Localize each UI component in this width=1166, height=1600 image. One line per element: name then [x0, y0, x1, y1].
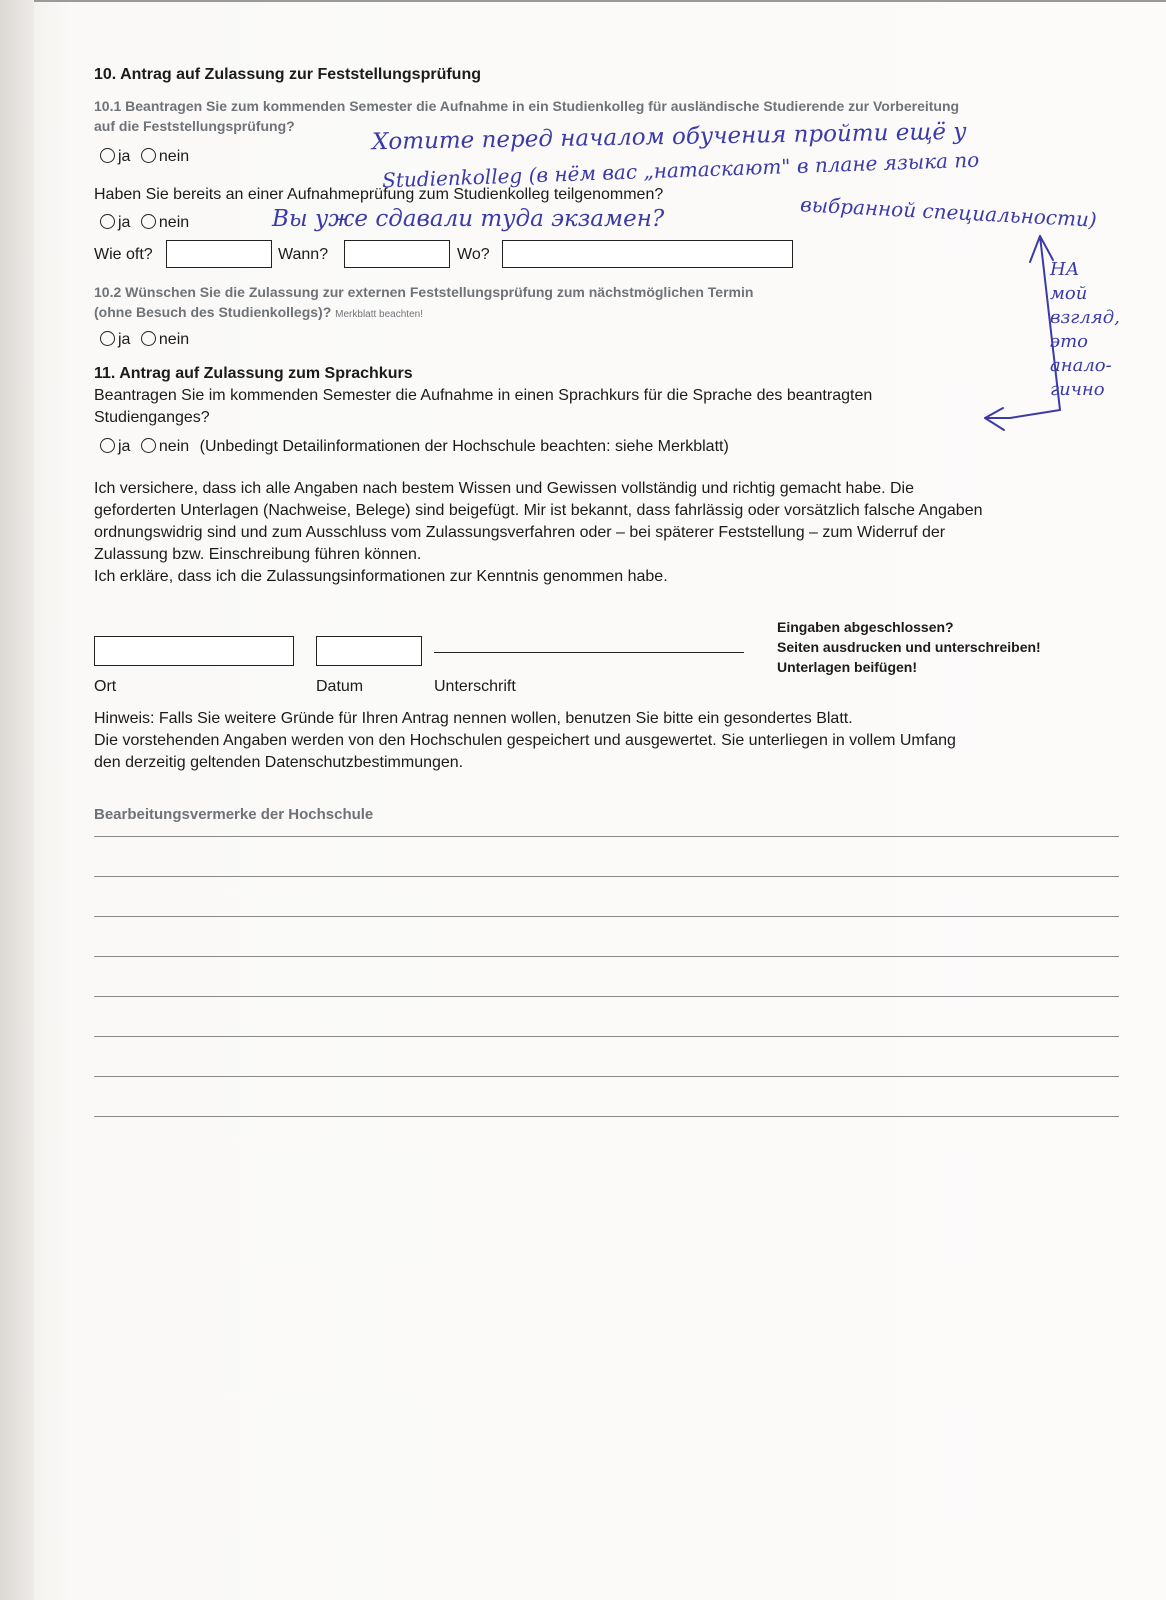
hinweis-line2: Die vorstehenden Angaben werden von den Hochschulen gespeichert und ausgewertet. Sie unterliegen in vollem Umfang	[94, 732, 956, 749]
q-entrance-exam-text: Haben Sie bereits an einer Aufnahmeprüfung zum Studienkolleg teilgenommen?	[94, 186, 664, 203]
datum-label: Datum	[316, 678, 364, 695]
hinweis-line1: Hinweis: Falls Sie weitere Gründe für Ihren Antrag nennen wollen, benutzen Sie bitte ein gesondertes Blatt.	[94, 710, 853, 727]
wo-label: Wo?	[457, 246, 490, 263]
merkblatt-note: Merkblatt beachten!	[335, 309, 423, 320]
q10-1-text-line2: auf die Feststellungsprüfung?	[94, 118, 295, 134]
handwritten-note-line2: Studienkolleg (в нём вас „натаскают" в плане языка по	[381, 147, 980, 193]
section-10-title: 10. Antrag auf Zulassung zur Feststellungsprüfung	[94, 66, 481, 83]
declaration-line2: geforderten Unterlagen (Nachweise, Belege) sind beigefügt. Mir ist bekannt, dass fahrlässig oder vorsätzlich falsche Angaben	[94, 502, 983, 519]
ort-label: Ort	[94, 678, 117, 695]
unterschrift-label: Unterschrift	[434, 678, 516, 695]
wie-oft-label: Wie oft?	[94, 246, 153, 263]
q10-2-text-line2: (ohne Besuch des Studienkollegs)? Merkblatt beachten!	[94, 304, 423, 320]
declaration-line1: Ich versichere, dass ich alle Angaben nach bestem Wissen und Gewissen vollständig und richtig gemacht habe. Die	[94, 480, 915, 497]
section-11-question-line1: Beantragen Sie im kommenden Semester die Aufnahme in einen Sprachkurs für die Sprache des beantragten	[94, 387, 873, 404]
q10-2-text-line1: 10.2 Wünschen Sie die Zulassung zur externen Feststellungsprüfung zum nächstmöglichen Termin	[94, 284, 754, 300]
handwritten-note-line3: выбранной специальности)	[799, 192, 1098, 232]
q10-2-option-nein[interactable]: nein	[141, 331, 189, 348]
q-exam-option-nein[interactable]: nein	[141, 214, 189, 231]
q10-1-text-line1: 10.1 Beantragen Sie zum kommenden Semester die Aufnahme in ein Studienkolleg für ausländische Studierende zur Vorbereitung	[94, 98, 960, 114]
section-11-title: 11. Antrag auf Zulassung zum Sprachkurs	[94, 365, 413, 382]
q10-1-option-ja[interactable]: ja	[100, 148, 130, 165]
submission-reminder: Eingaben abgeschlossen? Seiten ausdrucken und unterschreiben! Unterlagen beifügen!	[777, 619, 1041, 675]
wann-label: Wann?	[278, 246, 329, 263]
office-notes-title: Bearbeitungsvermerke der Hochschule	[94, 806, 374, 823]
s11-option-ja[interactable]: ja	[100, 438, 130, 455]
declaration-line4: Zulassung bzw. Einschreibung führen können.	[94, 546, 422, 563]
section-11-question-line2: Studienganges?	[94, 409, 210, 426]
s11-nein-note: (Unbedingt Detailinformationen der Hochschule beachten: siehe Merkblatt)	[199, 438, 729, 455]
handwritten-side-note: НА мой взгляд, это анало- гично	[1050, 259, 1120, 400]
declaration-line5: Ich erkläre, dass ich die Zulassungsinformationen zur Kenntnis genommen habe.	[94, 568, 668, 585]
handwritten-note-line1: Хотите перед началом обучения пройти ещё у	[371, 118, 967, 156]
handwritten-question: Вы уже сдавали туда экзамен?	[272, 206, 665, 232]
q-exam-option-ja[interactable]: ja	[100, 214, 130, 231]
q10-2-option-ja[interactable]: ja	[100, 331, 130, 348]
hinweis-line3: den derzeitig geltenden Datenschutzbestimmungen.	[94, 754, 464, 771]
declaration-line3: ordnungswidrig sind und zum Ausschluss vom Zulassungsverfahren oder – bei späterer Feststellung – zum Widerruf der	[94, 524, 946, 541]
q10-1-option-nein[interactable]: nein	[141, 148, 189, 165]
s11-option-nein[interactable]: nein	[141, 438, 189, 455]
